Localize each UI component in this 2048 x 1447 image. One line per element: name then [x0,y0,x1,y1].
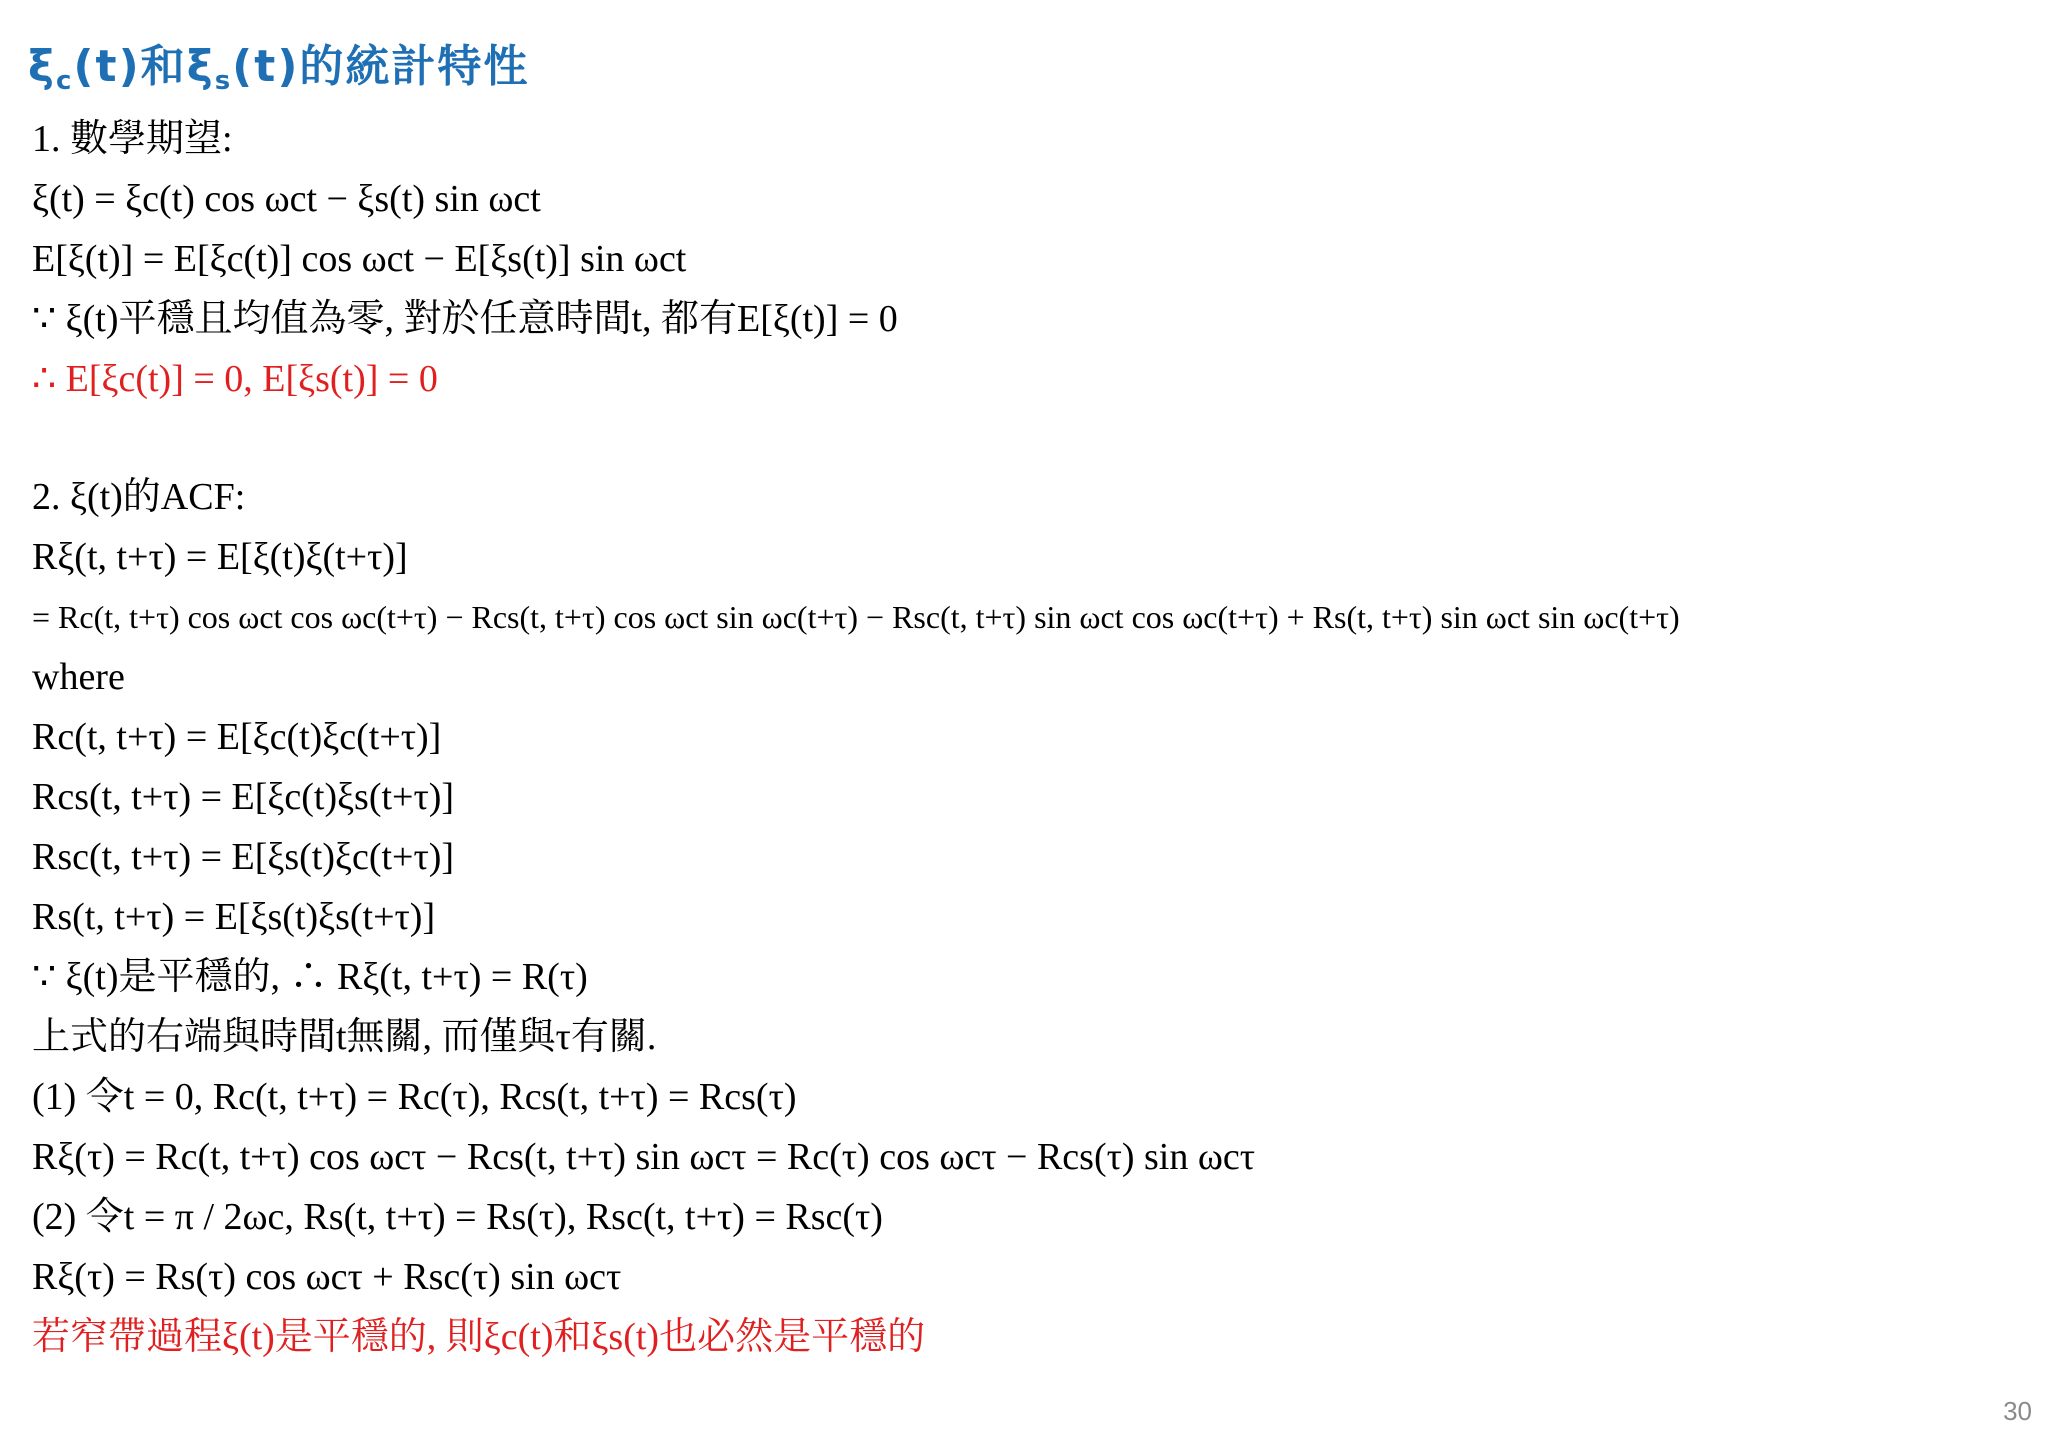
case-2-condition: (2) 令t = π / 2ωc, Rs(t, t+τ) = Rs(τ), Rsc(t, t+τ) = Rsc(τ) [32,1196,883,1238]
page-number: 30 [2003,1396,2032,1426]
heading-expectation: 1. 數學期望: [32,118,233,160]
equation-acf-definition: Rξ(t, t+τ) = E[ξ(t)ξ(t+τ)] [32,536,408,578]
equation-rcs: Rcs(t, t+τ) = E[ξc(t)ξs(t+τ)] [32,776,455,818]
title-xi-c: ξ [28,41,56,92]
result-zero-mean: ∴ E[ξc(t)] = 0, E[ξs(t)] = 0 [32,358,438,400]
equation-rc: Rc(t, t+τ) = E[ξc(t)ξc(t+τ)] [32,716,442,758]
text-stationary-zero-mean: ∵ ξ(t)平穩且均值為零, 對於任意時間t, 都有E[ξ(t)] = 0 [32,298,898,340]
text-where: where [32,656,125,698]
text-stationary-acf: ∵ ξ(t)是平穩的, ∴ Rξ(t, t+τ) = R(τ) [32,956,588,998]
equation-expectation: E[ξ(t)] = E[ξc(t)] cos ωct − E[ξs(t)] sin ωct [32,238,687,280]
title-sub-s: s [214,66,233,96]
slide-title [28,30,529,96]
heading-acf: 2. ξ(t)的ACF: [32,476,246,518]
conclusion: 若窄帶過程ξ(t)是平穩的, 則ξc(t)和ξs(t)也必然是平穩的 [32,1316,926,1358]
case-1-result: Rξ(τ) = Rc(t, t+τ) cos ωcτ − Rcs(t, t+τ) sin ωcτ = Rc(τ) cos ωcτ − Rcs(τ) sin ωcτ [32,1136,1256,1178]
title-xi-s: ξ [186,41,215,92]
case-1-condition: (1) 令t = 0, Rc(t, t+τ) = Rc(τ), Rcs(t, t+τ) = Rcs(τ) [32,1076,797,1118]
equation-rsc: Rsc(t, t+τ) = E[ξs(t)ξc(t+τ)] [32,836,455,878]
equation-xi-decomposition: ξ(t) = ξc(t) cos ωct − ξs(t) sin ωct [32,178,541,220]
title-sub-c: c [56,66,74,96]
equation-rs: Rs(t, t+τ) = E[ξs(t)ξs(t+τ)] [32,896,436,938]
text-independent-of-t: 上式的右端與時間t無關, 而僅與τ有關. [32,1016,657,1058]
equation-acf-expansion: = Rc(t, t+τ) cos ωct cos ωc(t+τ) − Rcs(t, t+τ) cos ωct sin ωc(t+τ) − Rsc(t, t+τ) sin ωct cos ωc(t+τ) + Rs(t, t+τ) sin ωct sin ωc(t+τ) [32,599,1680,635]
title-text-2: (t)的統計特性 [232,41,530,92]
title-text-1: (t)和 [73,41,187,92]
case-2-result: Rξ(τ) = Rs(τ) cos ωcτ + Rsc(τ) sin ωcτ [32,1256,622,1298]
